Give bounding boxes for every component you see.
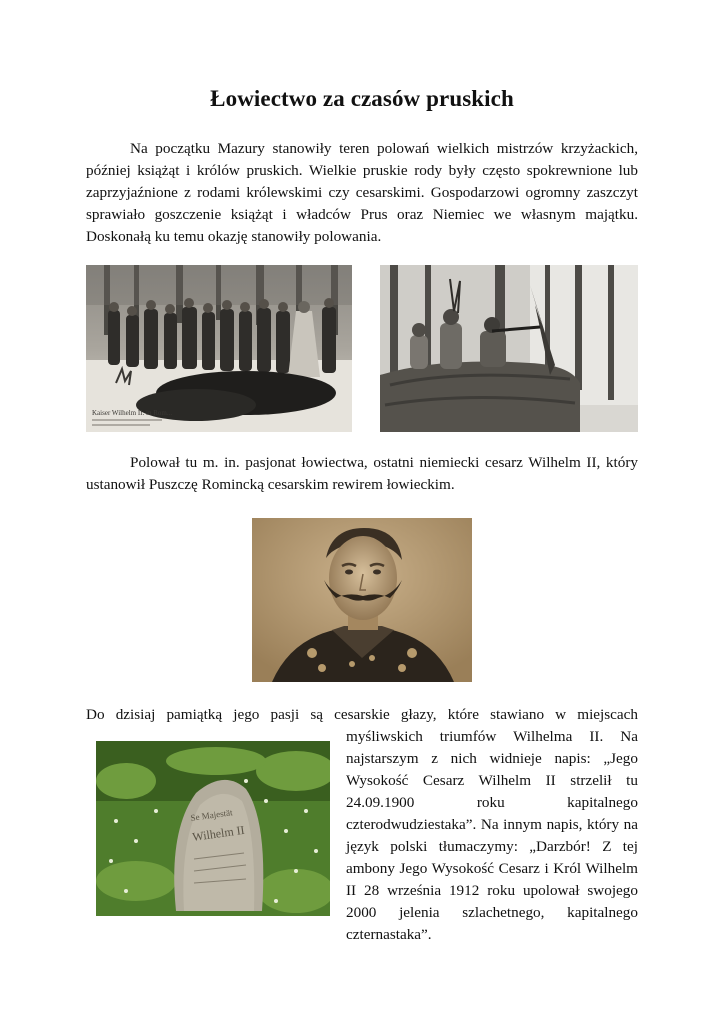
page-title: Łowiectwo za czasów pruskich xyxy=(210,86,514,111)
stones-paragraph-first-line: Do dzisiaj pamiątką jego pasji są cesarskie głazy, które stawiano w miejscach xyxy=(86,706,638,723)
hunters-on-stand-photo xyxy=(380,265,638,432)
intro-paragraph: Na początku Mazury stanowiły teren polowań wielkich mistrzów krzyżackich, później książąt i królów pruskich. Wielkie pruskie rody były często spokrewnione lub zaprzyjaźnione z rodami królewskimi czy cesarskimi. Gospodarzowi ogromny zaszczyt sprawiało goszczenie książąt i władców Prus oraz Niemiec we własnym majątku. Doskonałą ku temu okazję stanowiły polowania. xyxy=(86,140,638,245)
photo-caption: Kaiser Wilhelm II. in Rom... xyxy=(92,409,173,417)
imperial-stone-photo xyxy=(96,741,330,916)
emperor-paragraph: Polował tu m. in. pasjonat łowiectwa, ostatni niemiecki cesarz Wilhelm II, który ustanowił Puszczę Romincką cesarskim rewirem łowieckim. xyxy=(86,454,638,493)
stones-paragraph-continuation: myśliwskich triumfów Wilhelma II. Na najstarszym z nich widnieje napis: „Jego Wysokość Cesarz Wilhelm II strzelił tu 24.09.1900 roku kapitalnego czterodwudziestaka”. Na innym napis, który na język polski tłumaczymy: „Darzbór! Z tej ambony Jego Wysokość Cesarz i Król Wilhelm II 28 września 1912 roku upolował swojego 2000 jelenia szlachetnego, kapitalnego czternastaka”. xyxy=(346,728,638,943)
hunting-party-photo xyxy=(86,265,352,432)
stone-inscription-line-2: Wilhelm II xyxy=(191,822,246,844)
stone-inscription-line-1: Se Majestät xyxy=(189,807,234,823)
wilhelm-ii-portrait xyxy=(252,518,472,682)
